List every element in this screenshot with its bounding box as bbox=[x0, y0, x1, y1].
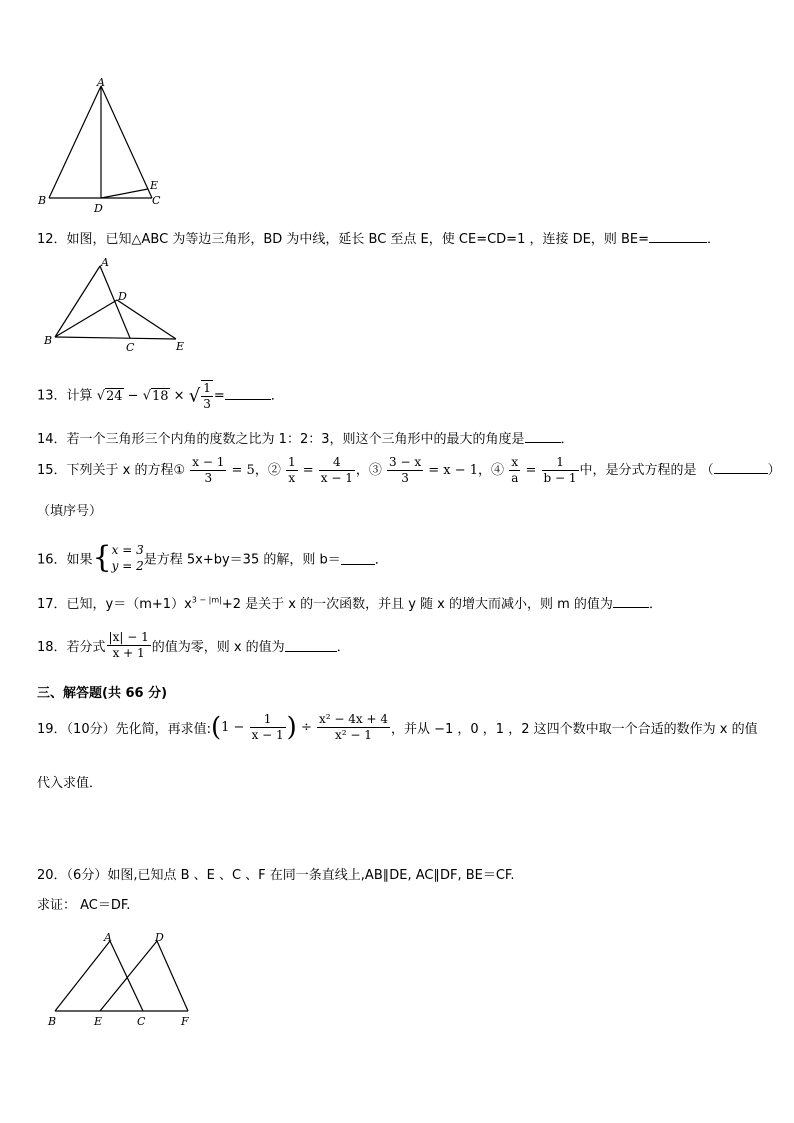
question-17 bbox=[37, 593, 662, 612]
eq3-rest: = x − 1，④ bbox=[424, 463, 505, 478]
system-row-1: x = 3 bbox=[111, 543, 144, 557]
q15-prefix: 15．下列关于 x 的方程① bbox=[37, 463, 186, 478]
one-minus: 1 − bbox=[221, 720, 249, 735]
label-D: D bbox=[155, 931, 164, 944]
frac-den: 3 bbox=[401, 471, 409, 485]
frac-den: x bbox=[288, 471, 296, 485]
eq2-fraction-right bbox=[319, 455, 355, 486]
radicand-24: 24 bbox=[105, 388, 123, 404]
divide-sign: ÷ bbox=[296, 720, 316, 735]
q19-inner-fraction bbox=[250, 712, 286, 743]
frac-num: x bbox=[509, 455, 520, 471]
section-heading: 三、解答题(共 66 分) bbox=[37, 686, 168, 701]
question-15 bbox=[37, 455, 781, 486]
radicand-18: 18 bbox=[152, 388, 169, 404]
q18-prefix: 18．若分式 bbox=[37, 640, 106, 655]
label-C: C bbox=[152, 194, 161, 207]
q16-prefix: 16．如果 bbox=[37, 552, 93, 568]
eq2-fraction-left bbox=[286, 455, 298, 486]
equation-system bbox=[112, 542, 144, 574]
q14-end: ． bbox=[560, 432, 574, 447]
q20-proof-goal: 求证： AC＝DF. bbox=[37, 898, 131, 913]
label-D: D bbox=[94, 202, 103, 215]
frac-num: 1 bbox=[250, 712, 286, 728]
q16-mid: 是方程 5x+by＝35 的解，则 b＝ bbox=[143, 552, 341, 568]
label-C: C bbox=[137, 1015, 146, 1028]
q19-rest: ，并从 −1 ，0 ，1 ，2 这四个数中取一个合适的数作为 x 的值 bbox=[390, 722, 758, 737]
q16-end: ． bbox=[374, 552, 388, 568]
figure-triangle-q12 bbox=[40, 256, 200, 356]
q19-line2: 代入求值． bbox=[37, 776, 103, 791]
frac-den: x − 1 bbox=[320, 471, 353, 485]
question-13 bbox=[37, 380, 284, 412]
frac-den: x − 1 bbox=[251, 728, 284, 742]
brace-icon: { bbox=[92, 540, 112, 575]
q19-prefix: 19．（10分）先化简，再求值: bbox=[37, 722, 211, 737]
q17-rest: +2 是关于 x 的一次函数，并且 y 随 x 的增大而减小，则 m 的值为 bbox=[221, 597, 613, 612]
question-19 bbox=[37, 712, 758, 743]
times-sign: × bbox=[169, 388, 189, 404]
frac-den: b − 1 bbox=[543, 471, 577, 485]
eq1-fraction bbox=[190, 455, 226, 486]
answer-blank bbox=[285, 639, 337, 652]
label-B: B bbox=[48, 1015, 57, 1028]
frac-num: x² − 4x + 4 bbox=[318, 712, 388, 726]
answer-blank bbox=[613, 595, 649, 608]
question-18 bbox=[37, 630, 350, 661]
sqrt-24: √24 bbox=[96, 388, 123, 404]
eq1-rest: = 5，② bbox=[227, 463, 281, 478]
frac-den: x² − 1 bbox=[335, 728, 372, 742]
frac-den: x + 1 bbox=[112, 646, 145, 660]
q15-close: ） bbox=[767, 463, 781, 478]
q12-text: 12．如图，已知△ABC 为等边三角形，BD 为中线，延长 BC 至点 E，使 CE=CD=1 ，连接 DE，则 BE= bbox=[37, 232, 649, 247]
system-row-2: y = 2 bbox=[111, 559, 144, 573]
paren-left-icon: ( bbox=[210, 712, 222, 743]
equals-sign: = bbox=[521, 463, 541, 478]
label-B: B bbox=[38, 194, 47, 207]
equals-sign: = bbox=[213, 388, 225, 404]
label-E: E bbox=[94, 1015, 103, 1028]
label-D: D bbox=[118, 290, 127, 303]
eq4-fraction-left bbox=[509, 455, 520, 486]
question-20: 20．（6分）如图,已知点 B 、E 、C 、F 在同一条直线上,AB∥DE, AC∥DF, BE＝CF. bbox=[37, 868, 515, 883]
label-E: E bbox=[150, 179, 159, 192]
question-16 bbox=[37, 542, 388, 574]
paren-right-icon: ) bbox=[286, 712, 297, 743]
label-A: A bbox=[101, 256, 109, 269]
answer-blank bbox=[225, 387, 271, 400]
eq2-rest: ，③ bbox=[355, 463, 382, 478]
label-E: E bbox=[176, 340, 185, 353]
q15-suffix: 中，是分式方程的是 （ bbox=[579, 463, 714, 478]
eq4-fraction-right bbox=[542, 455, 579, 486]
figure-triangles-q20 bbox=[40, 926, 210, 1036]
frac-num: 1 bbox=[287, 455, 296, 469]
minus-sign: − bbox=[123, 388, 143, 404]
label-A: A bbox=[97, 76, 105, 89]
q18-rest: 的值为零，则 x 的值为 bbox=[151, 640, 285, 655]
frac-num: |x| − 1 bbox=[108, 630, 149, 644]
eq3-fraction bbox=[387, 455, 423, 486]
question-12 bbox=[37, 228, 720, 247]
frac-den: 3 bbox=[203, 397, 211, 411]
frac-den: 3 bbox=[204, 471, 213, 485]
label-C: C bbox=[126, 341, 135, 354]
label-B: B bbox=[44, 334, 53, 347]
q18-end: ． bbox=[336, 640, 350, 655]
frac-den: a bbox=[511, 471, 519, 485]
answer-blank bbox=[714, 461, 768, 474]
q14-text: 14．若一个三角形三个内角的度数之比为 1：2：3，则这个三角形中的最大的角度是 bbox=[37, 432, 525, 447]
label-A: A bbox=[104, 931, 112, 944]
exponent: 3 − |m| bbox=[191, 595, 222, 605]
answer-blank bbox=[525, 430, 561, 443]
q12-end: ． bbox=[706, 232, 720, 247]
equals-sign: = bbox=[298, 463, 318, 478]
q19-big-fraction bbox=[317, 712, 390, 743]
frac-num: 1 bbox=[542, 455, 579, 471]
frac-num: x − 1 bbox=[192, 455, 225, 469]
q17-prefix: 17．已知，y＝（m+1）x bbox=[37, 597, 192, 612]
q13-prefix: 13．计算 bbox=[37, 388, 93, 404]
fraction-1-3 bbox=[201, 380, 213, 412]
q18-fraction bbox=[107, 630, 151, 661]
frac-num: 4 bbox=[319, 455, 355, 471]
q17-end: ． bbox=[648, 597, 662, 612]
sqrt-18: √18 bbox=[142, 388, 169, 404]
question-14 bbox=[37, 428, 574, 447]
frac-num: 3 − x bbox=[389, 455, 422, 469]
figure-triangle-q11 bbox=[30, 76, 180, 216]
sqrt-frac: √ bbox=[188, 385, 201, 407]
q15-line2: （填序号） bbox=[37, 504, 103, 519]
q13-end: ． bbox=[270, 388, 284, 404]
label-F: F bbox=[181, 1015, 189, 1028]
frac-num: 1 bbox=[203, 381, 211, 395]
answer-blank bbox=[649, 230, 707, 243]
answer-blank bbox=[341, 552, 375, 565]
